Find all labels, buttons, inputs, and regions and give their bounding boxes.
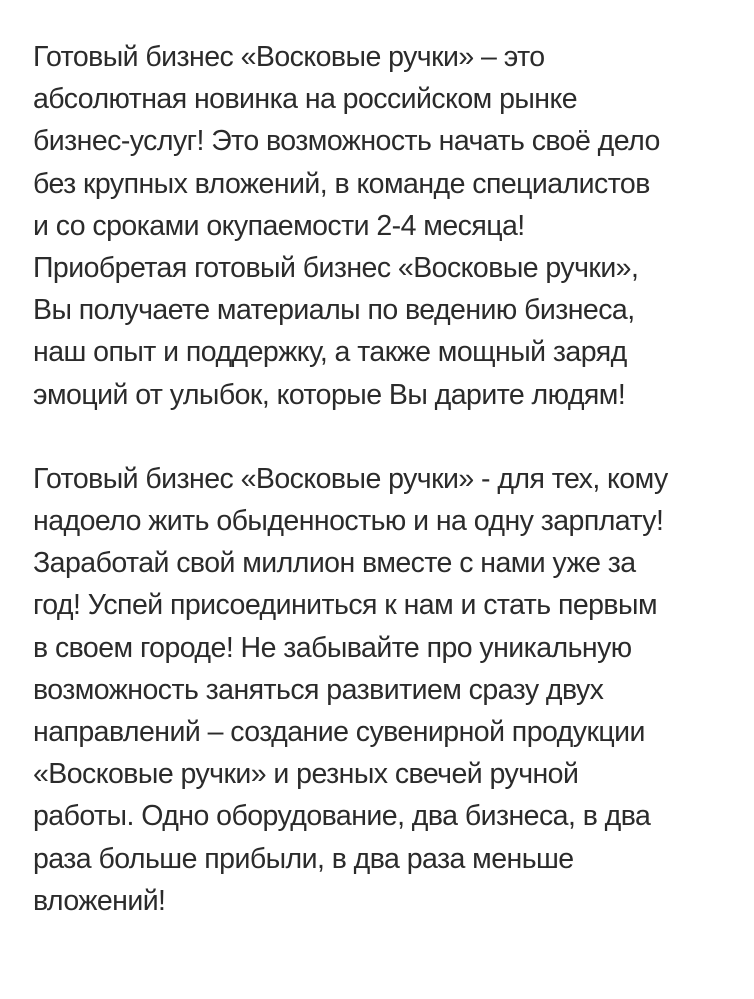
- document-body: [33, 36, 743, 922]
- text-line: без крупных вложений, в команде специалистов: [33, 167, 650, 200]
- text-line: и со сроками окупаемости 2-4 месяца!: [33, 209, 525, 242]
- text-line: абсолютная новинка на российском рынке: [33, 83, 578, 116]
- text-line: наш опыт и поддержку, а также мощный заряд: [33, 336, 627, 369]
- text-line: Вы получаете материалы по ведению бизнеса,: [33, 294, 635, 327]
- text-line: раза больше прибыли, в два раза меньше: [33, 842, 574, 875]
- text-line: год! Успей присоединиться к нам и стать первым: [33, 589, 657, 622]
- text-line: направлений – создание сувенирной продукции: [33, 716, 645, 749]
- text-line: Готовый бизнес «Восковые ручки» - для тех, кому: [33, 462, 668, 495]
- text-line: Приобретая готовый бизнес «Восковые ручки»,: [33, 252, 639, 285]
- text-line: надоело жить обыденностью и на одну зарплату!: [33, 505, 664, 538]
- text-line: Заработай свой миллион вместе с нами уже за: [33, 547, 636, 580]
- text-line: Готовый бизнес «Восковые ручки» – это: [33, 41, 545, 73]
- text-line: вложений!: [33, 884, 166, 917]
- text-line: бизнес-услуг! Это возможность начать своё дело: [33, 125, 660, 158]
- text-line: работы. Одно оборудование, два бизнеса, в два: [33, 800, 651, 833]
- text-line: «Восковые ручки» и резных свечей ручной: [33, 758, 579, 791]
- text-line: в своем городе! Не забывайте про уникальную: [33, 631, 632, 664]
- paragraph-1: [33, 36, 743, 416]
- text-line: возможность заняться развитием сразу двух: [33, 673, 604, 706]
- text-line: эмоций от улыбок, которые Вы дарите людям!: [33, 378, 626, 411]
- paragraph-2: [33, 458, 743, 922]
